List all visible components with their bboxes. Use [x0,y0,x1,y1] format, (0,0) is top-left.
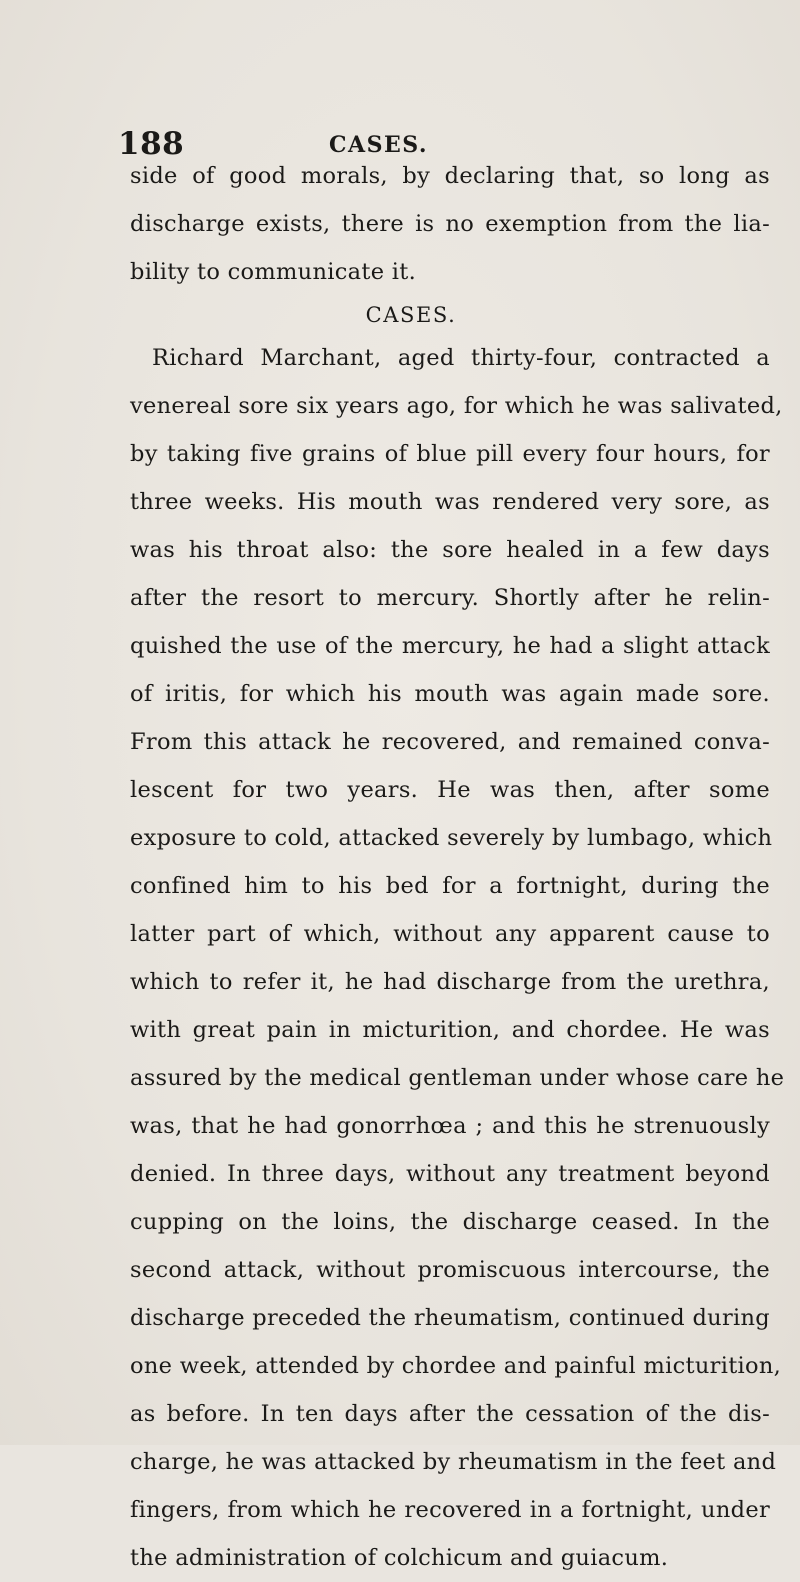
text-line: as before. In ten days after the cessation of the dis- [130,1401,770,1427]
text-line: the administration of colchicum and guiacum. [130,1545,669,1571]
text-line: From this attack he recovered, and remained conva- [130,729,770,755]
text-line: confined him to his bed for a fortnight, during the [130,873,770,899]
text-line: exposure to cold, attacked severely by lumbago, which [130,825,773,851]
text-line: which to refer it, he had discharge from the urethra, [130,969,770,995]
text-line: assured by the medical gentleman under whose care he [130,1065,785,1091]
section-heading: CASES. [365,303,457,327]
text-line: discharge preceded the rheumatism, continued during [130,1305,770,1331]
text-line: discharge exists, there is no exemption from the lia- [130,211,770,237]
text-line: one week, attended by chordee and painful micturition, [130,1353,782,1379]
text-line: lescent for two years. He was then, after some [130,777,770,803]
text-line: denied. In three days, without any treatment beyond [130,1161,770,1187]
text-line: was his throat also: the sore healed in a few days [130,537,770,563]
text-line: was, that he had gonorrhœa ; and this he strenuously [130,1113,770,1139]
page-number: 188 [118,126,185,162]
text-line: side of good morals, by declaring that, so long as [130,163,770,189]
intro-paragraph [130,152,770,296]
text-line: after the resort to mercury. Shortly after he relin- [130,585,770,611]
text-line: quished the use of the mercury, he had a slight attack [130,633,770,659]
case-paragraph [130,334,785,1582]
text-line: fingers, from which he recovered in a fortnight, under [130,1497,770,1523]
text-line: with great pain in micturition, and chordee. He was [130,1017,770,1043]
text-line: venereal sore six years ago, for which he was salivated, [130,393,783,419]
running-title: CASES. [329,132,428,158]
text-line: cupping on the loins, the discharge ceased. In the [130,1209,770,1235]
text-line: by taking five grains of blue pill every four hours, for [130,441,770,467]
text-line: Richard Marchant, aged thirty-four, contracted a [152,345,770,371]
text-line: three weeks. His mouth was rendered very sore, as [130,489,770,515]
text-line: bility to communicate it. [130,259,417,285]
text-line: second attack, without promiscuous intercourse, the [130,1257,770,1283]
text-line: charge, he was attacked by rheumatism in the feet and [130,1449,777,1475]
text-line: of iritis, for which his mouth was again made sore. [130,681,770,707]
text-line: latter part of which, without any apparent cause to [130,921,770,947]
